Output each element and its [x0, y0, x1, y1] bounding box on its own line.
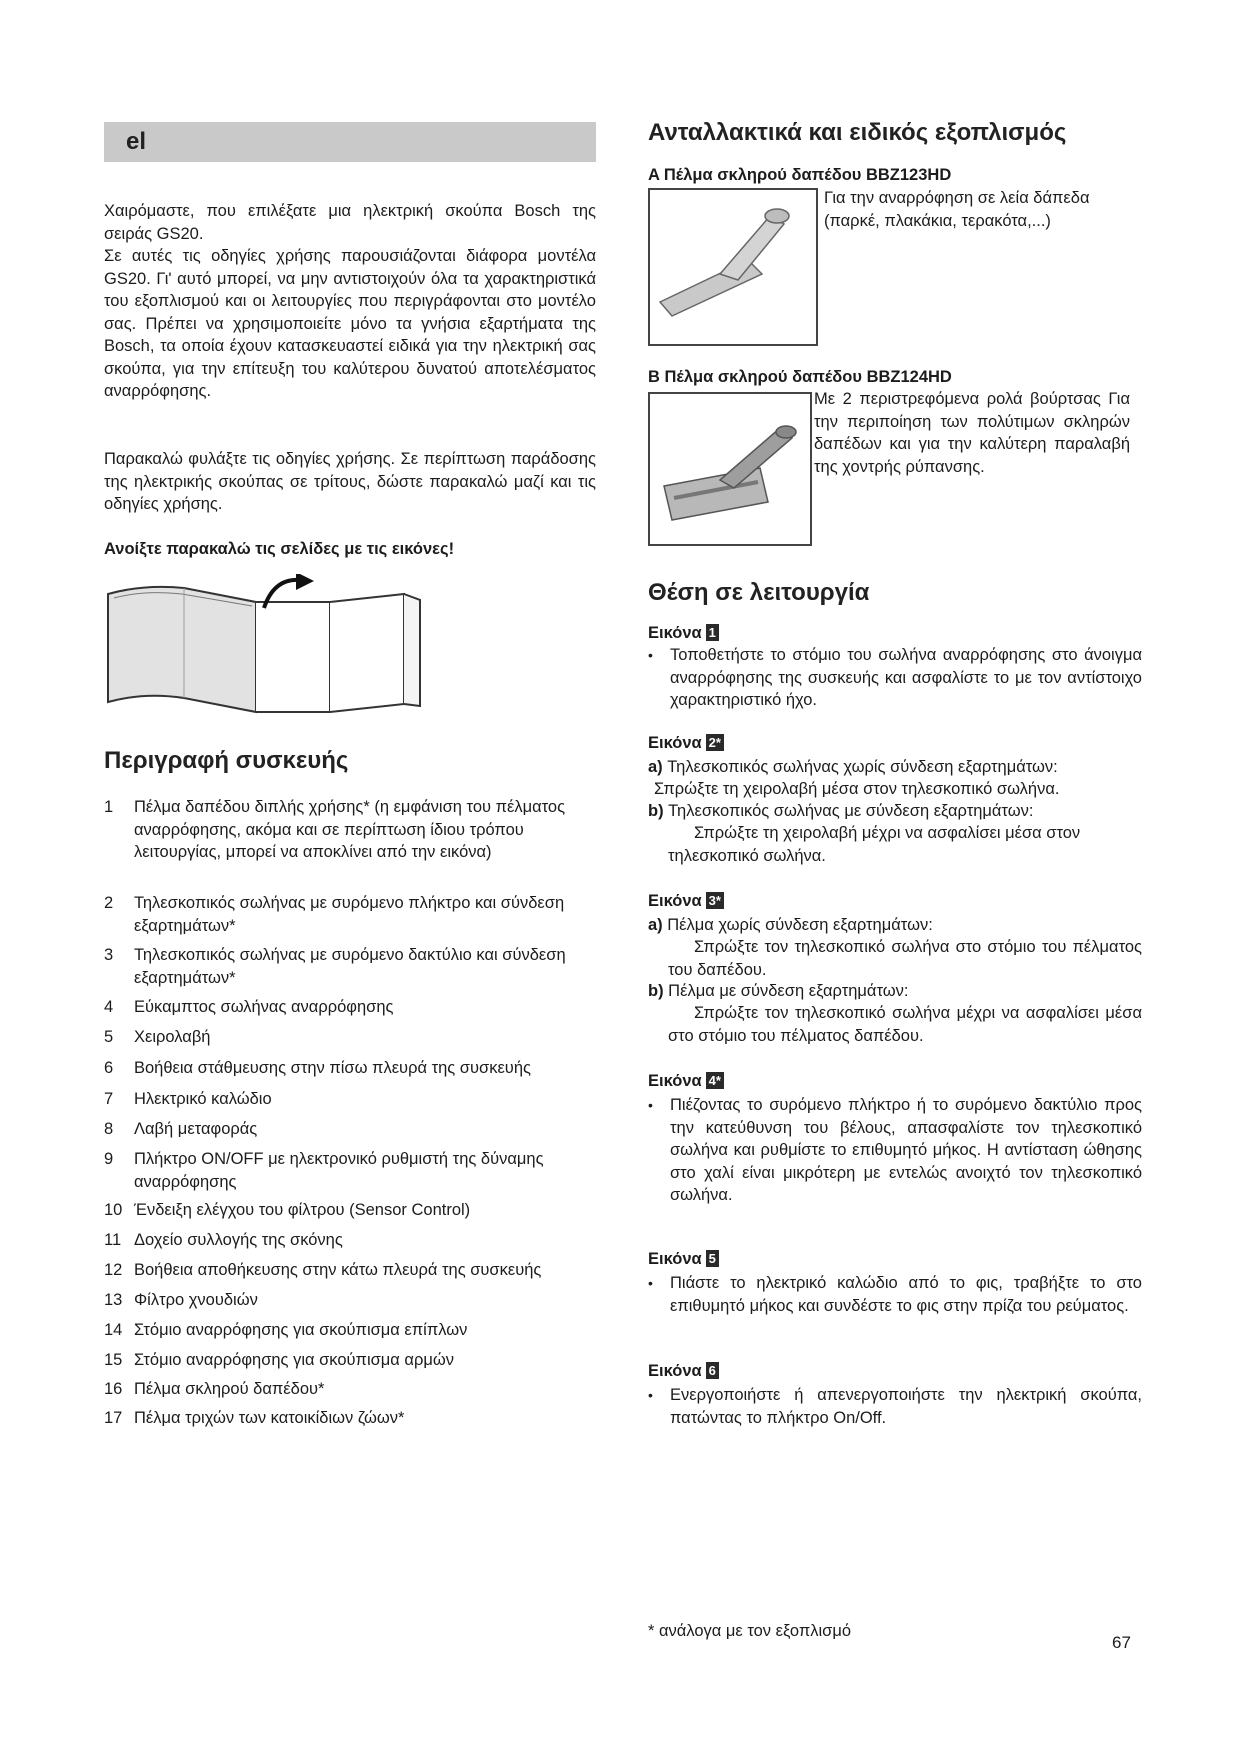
bullet-icon: • — [648, 647, 653, 663]
figure-5-number: 5 — [706, 1250, 719, 1267]
figure-2-number: 2* — [706, 734, 724, 751]
figure-1-step: • Τοποθετήστε το στόμιο του σωλήνα αναρρόφησης στο άνοιγμα αναρρόφησης της συσκευής και ασφαλίστε το με τον αντίστοιχο χαρακτηριστικό ήχο. — [648, 646, 1142, 709]
intro-paragraph-2: Σε αυτές τις οδηγίες χρήσης παρουσιάζονται διάφορα μοντέλα GS20. Γι' αυτό μπορεί, να μην αντιστοιχούν όλα τα χαρακτηριστικά του εξοπλισμού και οι λειτουργίες που περιγράφονται στο μοντέλο σας. Πρέπει να χρησιμοποιείτε μόνο τα γνήσια εξαρτήματα της Bosch, τα οποία έχουν κατασκευαστεί ειδικά για την ηλεκτρική σας σκούπα, για την επίτευξη του καλύτερου δυνατού αποτελέσματος αναρρόφησης. — [104, 247, 596, 400]
language-code: el — [126, 128, 147, 155]
accessory-b-title: B Πέλμα σκληρού δαπέδου BBZ124HD — [648, 368, 952, 386]
accessory-a-text: Για την αναρρόφηση σε λεία δάπεδα (παρκέ, πλακάκια, τερακότα,...) — [824, 189, 1090, 230]
bullet-icon: • — [648, 1097, 653, 1113]
figure-2-step-b: b) Τηλεσκοπικός σωλήνας με σύνδεση εξαρτημάτων: — [648, 802, 1034, 820]
footnote: * ανάλογα με τον εξοπλισμό — [648, 1622, 852, 1640]
operation-title: Θέση σε λειτουργία — [648, 579, 870, 606]
floor-nozzle-b-image — [648, 392, 812, 546]
floor-nozzle-a-image — [648, 188, 818, 346]
accessory-a-title: A Πέλμα σκληρού δαπέδου BBZ123HD — [648, 166, 952, 184]
figure-3-step-b-detail: Σπρώξτε τον τηλεσκοπικό σωλήνα μέχρι να ασφαλίσει μέσα στο στόμιο του πέλματος δαπέδου. — [668, 1004, 1142, 1045]
figure-1-label: Εικόνα 1 — [648, 622, 719, 645]
figure-5-label: Εικόνα 5 — [648, 1248, 719, 1271]
figure-2-step-b-detail: Σπρώξτε τη χειρολαβή μέχρι να ασφαλίσει μέσα στον τηλεσκοπικό σωλήνα. — [668, 824, 1081, 865]
figure-4-step: • Πιέζοντας το συρόμενο πλήκτρο ή το συρόμενο δακτύλιο προς την κατεύθυνση του βέλους, απασφαλίστε τον τηλεσκοπικό σωλήνα και ρυθμίστε το επιθυμητό μήκος. Η αντίσταση ώθησης στο χαλί είναι μικρότερη με εντελώς ανοιχτό τον τηλεσκοπικό σωλήνα. — [648, 1096, 1142, 1204]
figure-5-step: • Πιάστε το ηλεκτρικό καλώδιο από το φις, τραβήξτε το στο επιθυμητό μήκος και συνδέστε το φις στην πρίζα του ρεύματος. — [648, 1274, 1142, 1315]
bullet-icon: • — [648, 1387, 653, 1403]
intro-paragraph-3: Παρακαλώ φυλάξτε τις οδηγίες χρήσης. Σε περίπτωση παράδοσης της ηλεκτρικής σκούπας σε τρίτους, δώστε παρακαλώ μαζί και τις οδηγίες χρήσης. — [104, 450, 596, 513]
figure-3-step-a-detail: Σπρώξτε τον τηλεσκοπικό σωλήνα στο στόμιο του πέλματος του δαπέδου. — [668, 938, 1142, 979]
figure-3-label: Εικόνα 3* — [648, 890, 724, 913]
figure-2-label: Εικόνα 2* — [648, 732, 724, 755]
figure-3-step-a: a) Πέλμα χωρίς σύνδεση εξαρτημάτων: — [648, 916, 933, 934]
description-title: Περιγραφή συσκευής — [104, 747, 349, 774]
figure-3-number: 3* — [706, 892, 724, 909]
figure-3-step-b: b) Πέλμα με σύνδεση εξαρτημάτων: — [648, 982, 909, 1000]
accessories-title: Ανταλλακτικά και ειδικός εξοπλισμός — [648, 119, 1067, 146]
page-number: 67 — [1112, 1633, 1131, 1652]
figure-2-step-a-detail: Σπρώξτε τη χειρολαβή μέσα στον τηλεσκοπικό σωλήνα. — [654, 780, 1060, 798]
figure-1-number: 1 — [706, 624, 719, 641]
open-pages-note: Ανοίξτε παρακαλώ τις σελίδες με τις εικόνες! — [104, 540, 455, 558]
figure-6-label: Εικόνα 6 — [648, 1360, 719, 1383]
bullet-icon: • — [648, 1275, 653, 1291]
figure-6-number: 6 — [706, 1362, 719, 1379]
language-bar — [104, 122, 596, 162]
figure-2-step-a: a) Τηλεσκοπικός σωλήνας χωρίς σύνδεση εξαρτημάτων: — [648, 758, 1058, 776]
intro-paragraph-1: Χαιρόμαστε, που επιλέξατε μια ηλεκτρική σκούπα Bosch της σειράς GS20. — [104, 202, 596, 243]
figure-6-step: • Ενεργοποιήστε ή απενεργοποιήστε την ηλεκτρική σκούπα, πατώντας το πλήκτρο On/Off. — [648, 1386, 1142, 1427]
figure-4-number: 4* — [706, 1072, 724, 1089]
figure-4-label: Εικόνα 4* — [648, 1070, 724, 1093]
foldout-booklet-illustration — [104, 574, 424, 724]
accessory-b-text: Με 2 περιστρεφόμενα ρολά βούρτσας Για την περιποίηση των πολύτιμων σκληρών δαπέδων και για την καλύτερη παραλαβή της χοντρής ρύπανσης. — [814, 390, 1130, 476]
